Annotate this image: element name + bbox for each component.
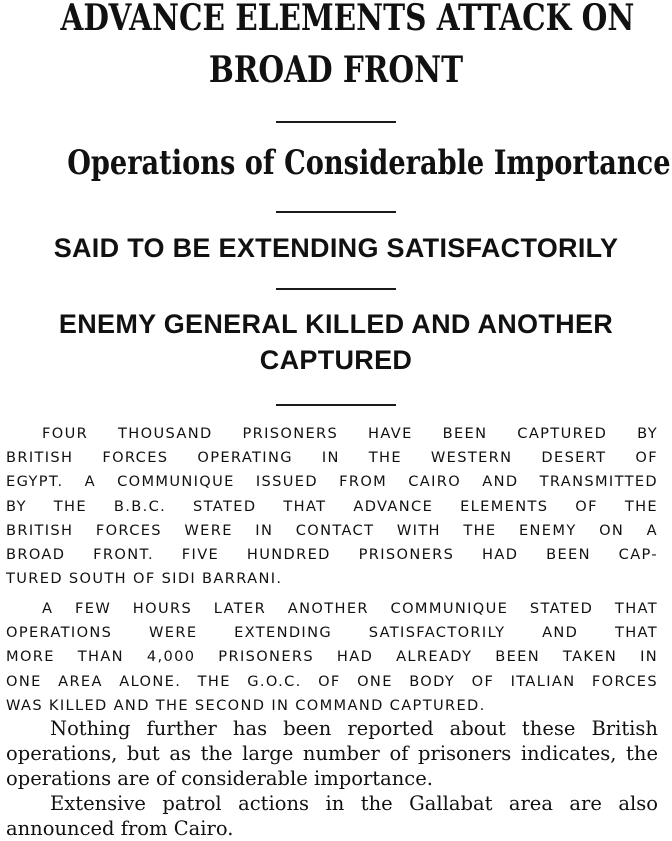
article-paragraph-3 (6, 716, 658, 791)
article-line: ONE AREA ALONE. THE G.O.C. OF ONE BODY OF ITALIAN FORCES (6, 672, 658, 690)
article-paragraph-1 (6, 422, 658, 591)
article-line: WAS KILLED AND THE SECOND IN COMMAND CAPTURED. (6, 696, 486, 714)
article-line: A FEW HOURS LATER ANOTHER COMMUNIQUE STATED THAT (42, 600, 658, 617)
article-line: operations, but as the large number of prisoners indicates, the (6, 742, 658, 765)
headline-divider (276, 288, 396, 290)
headline-divider (276, 121, 396, 123)
article-line: BROAD FRONT. FIVE HUNDRED PRISONERS HAD BEEN CAP- (6, 546, 658, 564)
headline-divider (276, 211, 396, 213)
article-line: operations are of considerable importance. (6, 767, 433, 790)
article-line: Nothing further has been reported about these British (50, 717, 658, 740)
article-line: FOUR THOUSAND PRISONERS HAVE BEEN CAPTURED BY (42, 425, 658, 442)
article-line: BRITISH FORCES OPERATING IN THE WESTERN DESERT OF (6, 449, 658, 467)
article-line: Extensive patrol actions in the Gallabat area are also (50, 792, 658, 815)
article-line: announced from Cairo. (6, 817, 234, 840)
article-line: BRITISH FORCES WERE IN CONTACT WITH THE ENEMY ON A (6, 521, 658, 539)
subheadline-general-line-1: ENEMY GENERAL KILLED AND ANOTHER (58, 309, 614, 339)
article-line: BY THE B.B.C. STATED THAT ADVANCE ELEMENTS OF THE (6, 497, 658, 515)
headline-divider (276, 404, 396, 406)
article-line: OPERATIONS WERE EXTENDING SATISFACTORILY AND THAT (6, 624, 658, 642)
article-line: EGYPT. A COMMUNIQUE ISSUED FROM CAIRO AND TRANSMITTED (6, 473, 658, 491)
main-headline-line-1: ADVANCE ELEMENTS ATTACK ON (60, 0, 635, 39)
subheadline-general-line-2: CAPTURED (259, 345, 413, 375)
article-line: TURED SOUTH OF SIDI BARRANI. (6, 570, 283, 588)
main-headline-line-2: BROAD FRONT (208, 49, 464, 91)
article-paragraph-2 (6, 597, 658, 718)
article-line: MORE THAN 4,000 PRISONERS HAD ALREADY BEEN TAKEN IN (6, 648, 658, 666)
subheadline-operations: Operations of Considerable Importance (67, 143, 671, 183)
subheadline-extending: SAID TO BE EXTENDING SATISFACTORILY (53, 233, 619, 263)
article-paragraph-4 (6, 791, 658, 841)
